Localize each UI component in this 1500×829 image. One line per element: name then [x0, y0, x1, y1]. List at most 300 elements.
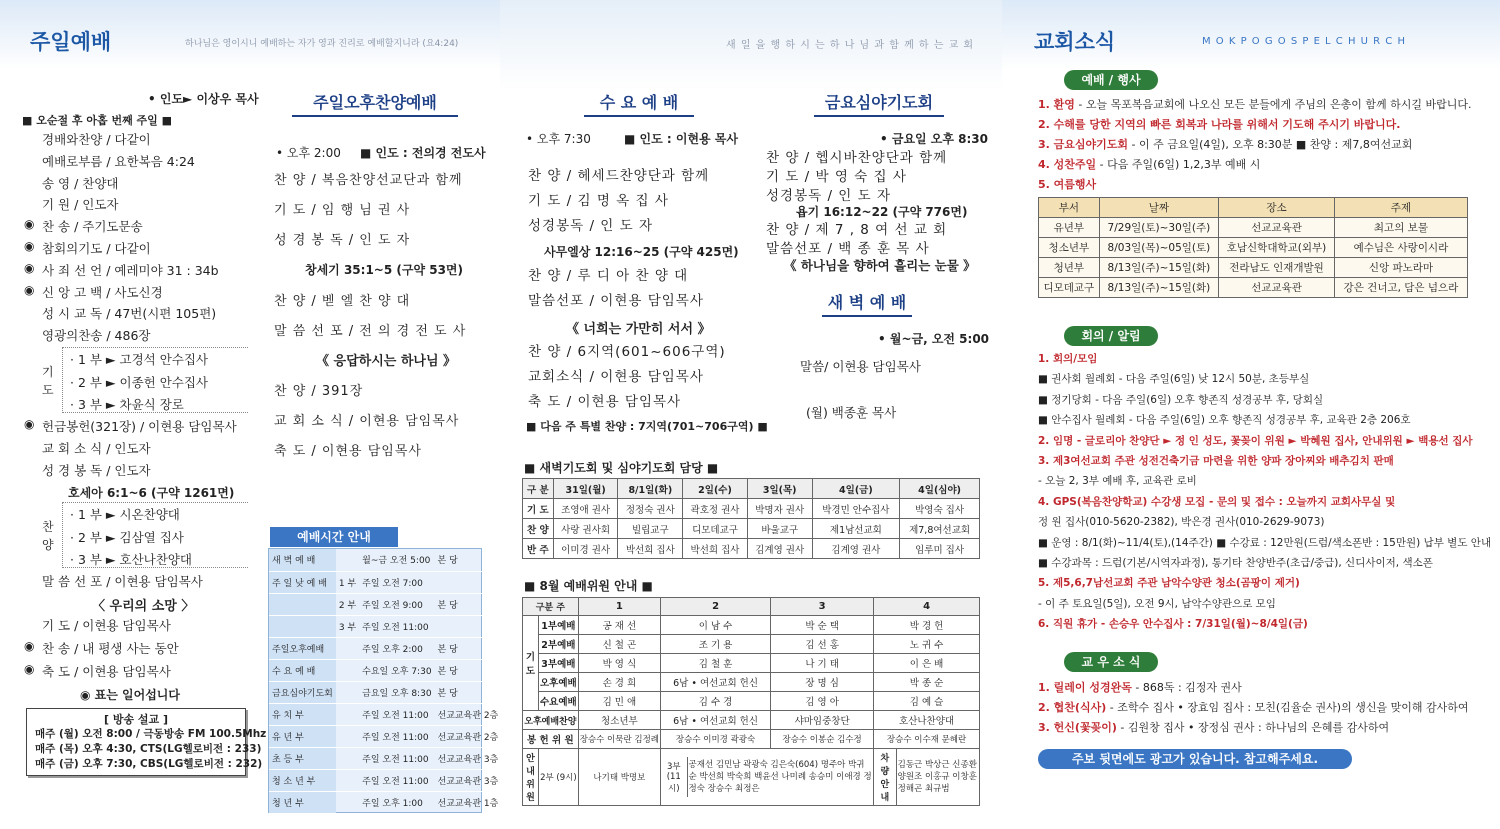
times-cell	[336, 549, 359, 571]
table-cell: 신 철 곤	[578, 635, 660, 654]
table-cell: 날짜	[1099, 198, 1218, 218]
table-cell: 청년부	[1039, 258, 1100, 278]
table-cell: 장 명 심	[771, 673, 874, 692]
table-row	[1039, 238, 1468, 258]
table-cell: 31일(월)	[553, 479, 618, 499]
times-cell: 주일 오후 2:00	[359, 637, 434, 659]
table-cell: 조영애 권사	[553, 499, 618, 519]
times-cell: 본 당	[435, 659, 500, 681]
table-row	[523, 539, 980, 559]
car-names: 김동근 박상근 신종환 양원조 이홍규 이창훈 정해곤 최규범	[897, 760, 977, 794]
page-title: 주일예배	[30, 30, 112, 54]
table-cell: 박경민 안수집사	[812, 499, 900, 519]
times-cell: 3 부	[336, 615, 359, 637]
worship-panel	[0, 0, 500, 829]
usher-detail	[661, 749, 874, 806]
table-cell: 선교교육관	[1219, 218, 1335, 238]
times-cell	[336, 659, 359, 681]
times-row	[269, 637, 500, 659]
table-cell: 주제	[1334, 198, 1467, 218]
times-cell: 선교교육관 3층	[435, 769, 500, 791]
times-box	[268, 548, 499, 813]
choir-item: · 3 부 ► 호산나찬양대	[70, 552, 192, 567]
times-cell: 금요일 오후 8:30	[359, 681, 434, 703]
times-cell	[336, 747, 359, 769]
service-row: 축 도 / 이현용 담임목사	[528, 394, 682, 410]
times-cell	[336, 703, 359, 725]
service-row: 기 도 / 박 영 숙 집 사	[766, 169, 907, 185]
table-cell: 장소	[1219, 198, 1335, 218]
table-row	[1039, 218, 1468, 238]
service-row: 말씀선포 / 이현용 담임목사	[528, 293, 704, 309]
times-cell: 주일 오전 7:00	[359, 571, 434, 593]
table-cell: 나 기 태	[771, 654, 874, 673]
table-cell: 박 경 헌	[874, 616, 980, 635]
table-cell: 청소년부	[578, 711, 660, 730]
times-row	[269, 769, 500, 791]
table-cell: 수요예배	[539, 692, 579, 711]
dawn-title: 새 벽 예 배	[822, 290, 912, 317]
wed-title: 수 요 예 배	[584, 90, 694, 117]
notice-pill: 회의 / 알림	[1064, 326, 1158, 346]
people-item-text: - 조학수 집사 • 장효임 집사 : 모친(김율순 권사)의 생신을 맞이해 감사하여	[1106, 701, 1469, 714]
news-item	[1038, 116, 1400, 132]
notice-item: 5. 제5,6,7남선교회 주관 남악수양관 청소(곰팡이 제거)	[1038, 577, 1300, 590]
table-cell: 3부예배	[539, 654, 579, 673]
service-row: 찬 양 / 6지역(601~606구역)	[528, 344, 726, 360]
table-cell: 나기태 박명보	[578, 749, 660, 806]
notice-item: 1. 회의/모임	[1038, 353, 1098, 365]
table-cell: 1부예배	[539, 616, 579, 635]
service-name: ■ 오순절 후 아홉 번째 주일 ■	[22, 114, 173, 127]
times-cell	[336, 725, 359, 747]
table-row	[523, 598, 980, 616]
notice-item: - 이 주 토요일(5일), 오전 9시, 남악수양관으로 모임	[1038, 597, 1276, 610]
car-label: 차 량 안 내	[874, 749, 896, 805]
order-item: 기 원 / 인도자	[42, 197, 119, 213]
wed-scripture: 사무엘상 12:16~25 (구약 425면)	[544, 245, 739, 259]
times-cell: 1 부	[336, 571, 359, 593]
service-row: 찬 양 / 복음찬양선교단과 함께	[274, 173, 463, 188]
news-item-title: 1. 환영	[1038, 98, 1075, 111]
service-row: 말 씀 선 포 / 전 의 경 전 도 사	[274, 324, 467, 339]
bullet-mark: ◉	[24, 282, 35, 297]
table-cell: 6남 • 여선교회 헌신	[661, 673, 771, 692]
people-item	[1038, 719, 1389, 735]
news-item-text: - 오늘 목포복음교회에 나오신 모든 분들에게 주님의 은총이 함께 하시길 바랍니다.	[1074, 98, 1472, 111]
sermon-title: 〈 우리의 소망 〉	[92, 599, 195, 614]
table-row	[523, 730, 980, 749]
news-item-text: - 이 주 금요일(4일), 오후 8:30분 ■ 찬양 : 제7,8여선교회	[1128, 138, 1413, 151]
wed-next: ■ 다음 주 특별 찬양 : 7지역(701~706구역) ■	[526, 420, 768, 433]
times-cell: 본 당	[435, 593, 500, 615]
wed-sermon: 《 너희는 가만히 서서 》	[566, 322, 711, 337]
table-cell: 2부예배	[539, 635, 579, 654]
times-cell	[336, 681, 359, 703]
times-cell: 초 등 부	[269, 747, 336, 769]
times-cell: 선교교육관 2층	[435, 703, 500, 725]
table-cell: 임루미 집사	[900, 539, 980, 559]
table-cell: 바울교구	[747, 519, 812, 539]
prayer-item: · 1 부 ► 고경석 안수집사	[70, 352, 209, 367]
fri-title: 금요심야기도회	[814, 90, 944, 117]
table-cell: 청소년부	[1039, 238, 1100, 258]
times-cell	[435, 615, 500, 637]
table-cell: 기 도	[523, 499, 554, 519]
times-cell: 선교교육관 2층	[435, 725, 500, 747]
table-cell: 디모데교구	[1039, 278, 1100, 298]
times-cell	[336, 791, 359, 813]
times-cell: 청 소 년 부	[269, 769, 336, 791]
broadcast-item: 매주 (금) 오후 7:30, CBS(LG헬로비전 : 232)	[35, 758, 263, 770]
times-cell: 2 부	[336, 593, 359, 615]
table-cell: 곽호정 권사	[683, 499, 748, 519]
table-cell: 최고의 보물	[1334, 218, 1467, 238]
notice-item: ■ 수강과목 : 드럼(기본/시역자과정), 통기타 찬양반주(초급/중급), 신디사이저, 색소폰	[1038, 557, 1433, 569]
table-cell: 8/13일(주)~15일(화)	[1099, 278, 1218, 298]
notice-item: ■ 권사회 월례회 - 다음 주일(6일) 낮 12시 50분, 초등부실	[1038, 373, 1310, 386]
wed-time: • 오후 7:30	[526, 132, 591, 146]
table-cell: 사랑 권사회	[553, 519, 618, 539]
news-item-title: 4. 성찬주일	[1038, 158, 1097, 171]
prayer-item: · 3 부 ► 차윤식 장로	[70, 397, 184, 412]
table-cell: 1	[578, 598, 660, 616]
table-cell: 김 철 훈	[661, 654, 771, 673]
table-cell: 샤마임중창단	[771, 711, 874, 730]
table-cell: 3	[771, 598, 874, 616]
table-row	[523, 749, 980, 806]
table-row	[523, 654, 980, 673]
table-cell: 유년부	[1039, 218, 1100, 238]
choir-label: 찬 양	[42, 520, 54, 552]
table-cell: 김 영 아	[771, 692, 874, 711]
table-cell: 구분 주	[523, 598, 579, 616]
wed-leader: ■ 인도 : 이현용 목사	[624, 132, 738, 146]
table-cell: 이미경 권사	[553, 539, 618, 559]
table-cell: 4일(금)	[812, 479, 900, 499]
table-cell: 8/03일(목)~05일(토)	[1099, 238, 1218, 258]
table-cell: 봉 헌 위 원	[523, 730, 579, 749]
notice-item: ■ 정기당회 - 다음 주일(6일) 오후 향존직 성경공부 후, 당회실	[1038, 393, 1324, 406]
news-item	[1038, 176, 1096, 192]
table-cell: 김 예 슬	[874, 692, 980, 711]
table-row	[523, 673, 980, 692]
fri-sermon: 《 하나님을 향하여 흘리는 눈물 》	[784, 258, 976, 273]
notice-item: 3. 제3여선교회 주관 성전건축기금 마련을 위한 양파 장아찌와 배추김치 판매	[1038, 455, 1394, 467]
news-panel	[1002, 0, 1500, 829]
times-row	[269, 681, 500, 703]
table-cell: 박선희 집사	[618, 539, 683, 559]
table-row	[523, 616, 980, 635]
events-pill: 예배 / 행사	[1064, 70, 1158, 90]
weekday-panel	[500, 0, 1002, 829]
table-row	[523, 519, 980, 539]
afternoon-sermon: 《 응답하시는 하나님 》	[316, 354, 457, 369]
table-cell: 조 기 용	[661, 635, 771, 654]
table-cell: 2	[661, 598, 771, 616]
table-cell: 반 주	[523, 539, 554, 559]
table-row	[523, 499, 980, 519]
table-cell: 제1남선교회	[812, 519, 900, 539]
times-tab[interactable]: 예배시간 안내	[270, 527, 398, 547]
table-row	[523, 711, 980, 730]
afternoon-title: 주일오후찬양예배	[292, 90, 458, 117]
times-cell: 선교교육관 1층	[435, 791, 500, 813]
times-row	[269, 659, 500, 681]
order-item: 참회의기도 / 다같이	[42, 241, 151, 256]
order-item: 찬 송 / 주기도문송	[42, 219, 143, 235]
table-cell: 신앙 파노라마	[1334, 258, 1467, 278]
times-cell: 주일 오후 1:00	[359, 791, 434, 813]
people-item	[1038, 699, 1468, 715]
table-cell: 손 경 희	[578, 673, 660, 692]
times-row	[269, 747, 500, 769]
table-cell: 예수님은 사랑이시라	[1334, 238, 1467, 258]
times-row	[269, 791, 500, 813]
table-cell: 2일(수)	[683, 479, 748, 499]
church-name: M O K P O G O S P E L C H U R C H	[1202, 36, 1406, 47]
choir-item: · 1 부 ► 시온찬양대	[70, 507, 180, 522]
table-cell: 장승수 이수재 문혜란	[874, 730, 980, 749]
news-item	[1038, 96, 1472, 112]
dawn-monday: (월) 백종훈 목사	[806, 405, 897, 420]
times-cell: 주일 오전 11:00	[359, 725, 434, 747]
times-cell: 월~금 오전 5:00	[359, 549, 434, 571]
prayer-label: 기 도	[42, 365, 54, 397]
service-row: 축 도 / 이현용 담임목사	[274, 444, 422, 459]
times-cell: 주일 오전 11:00	[359, 615, 434, 637]
broadcast-box	[26, 708, 267, 776]
table-cell: 장승수 이묵란 김정례	[578, 730, 660, 749]
dawn-time: • 월~금, 오전 5:00	[878, 332, 990, 346]
times-cell: 주일 오전 11:00	[359, 769, 434, 791]
duty-table	[522, 478, 980, 559]
notice-item: 정 원 집사(010-5620-2382), 박은경 권사(010-2629-9073)	[1038, 516, 1325, 529]
times-cell: 본 당	[435, 549, 500, 571]
summer-table	[1038, 197, 1468, 298]
news-item-title: 2. 수해를 당한 지역의 빠른 회복과 나라를 위해서 기도해 주시기 바랍니다.	[1038, 118, 1401, 131]
notice-item: 2. 임명 - 글로리아 찬양단 ► 정 인 성도, 꽃꽂이 위원 ► 박혜원 집사, 안내위원 ► 백용선 집사	[1038, 434, 1473, 447]
fri-scripture: 욥기 16:12~22 (구약 776면)	[796, 205, 968, 219]
times-cell: 본 당	[435, 637, 500, 659]
service-row: 찬 양 / 헤세드찬양단과 함께	[528, 168, 710, 184]
people-item-title: 2. 협찬(식사)	[1038, 701, 1107, 714]
service-row: 찬 양 / 391장	[274, 384, 364, 399]
car-detail	[874, 749, 980, 806]
scripture: 호세아 6:1~6 (구약 1261면)	[68, 486, 235, 500]
order-item: 교 회 소 식 / 인도자	[42, 440, 151, 456]
times-cell: 본 당	[435, 681, 500, 703]
sermon: 말 씀 선 포 / 이현용 담임목사	[42, 574, 203, 589]
table-cell: 호남신학대학교(외부)	[1219, 238, 1335, 258]
ad-notice: 주보 뒷면에도 광고가 있습니다. 참고해주세요.	[1038, 749, 1352, 769]
header-motto: 새 일 을 행 하 시 는 하 나 님 과 함 께 하 는 교 회	[726, 40, 975, 51]
notice-item: ■ 안수집사 월례회 - 다음 주일(6일) 오후 향존직 성경공부 후, 교육관 2층 206호	[1038, 414, 1411, 427]
times-cell: 선교교육관 3층	[435, 747, 500, 769]
table-cell: 안 내 위 원	[523, 749, 539, 806]
times-cell: 새 벽 예 배	[269, 549, 336, 571]
service-row: 기 도 / 임 행 님 권 사	[274, 203, 411, 218]
order-item: 축 도 / 이현용 담임목사	[42, 664, 171, 679]
notice-item: 6. 직원 휴가 - 손승우 안수집사 : 7/31일(월)~8/4일(금)	[1038, 618, 1308, 631]
table-cell: 오후예배	[539, 673, 579, 692]
table-cell: 정정숙 권사	[618, 499, 683, 519]
service-row: 성경봉독 / 인 도 자	[766, 188, 892, 204]
service-row: 찬 양 / 헵시바찬양단과 함께	[766, 150, 948, 166]
service-row: 성 경 봉 독 / 인 도 자	[274, 233, 411, 248]
times-cell: 수요일 오후 7:30	[359, 659, 434, 681]
times-cell: 주일 오전 11:00	[359, 703, 434, 725]
service-row: 말씀선포 / 백 종 훈 목 사	[766, 241, 930, 257]
afternoon-time: • 오후 2:00	[276, 146, 341, 160]
table-cell: 찬 양	[523, 519, 554, 539]
service-row: 찬 양 / 루 디 아 찬 양 대	[528, 268, 689, 284]
times-cell: 유 치 부	[269, 703, 336, 725]
times-row	[269, 549, 500, 571]
table-cell: 박 영 식	[578, 654, 660, 673]
table-cell: 8/13일(주)~15일(화)	[1099, 258, 1218, 278]
service-row: 성경봉독 / 인 도 자	[528, 218, 654, 234]
table-cell: 공 재 선	[578, 616, 660, 635]
table-cell: 기 도	[523, 616, 539, 711]
table-cell: 6남 • 여선교회 헌신	[661, 711, 771, 730]
table-cell: 박 순 택	[771, 616, 874, 635]
times-row	[269, 571, 500, 593]
times-cell	[435, 571, 500, 593]
people-item-title: 3. 헌신(꽃꽂이)	[1038, 721, 1117, 734]
table-cell: 8/1일(화)	[618, 479, 683, 499]
order-item: 사 죄 선 언 / 예레미야 31 : 34b	[42, 262, 219, 278]
times-cell: 수 요 예 배	[269, 659, 336, 681]
aug-table	[522, 597, 980, 806]
table-cell: 7/29일(토)~30일(주)	[1099, 218, 1218, 238]
service-row: 기 도 / 김 명 옥 집 사	[528, 193, 669, 209]
news-item-text: - 다음 주일(6일) 1,2,3부 예배 시	[1096, 158, 1261, 171]
table-cell: 4일(심야)	[900, 479, 980, 499]
broadcast-list	[27, 727, 267, 772]
table-cell: 박명자 권사	[747, 499, 812, 519]
service-row: 교 회 소 식 / 이현용 담임목사	[274, 414, 460, 429]
broadcast-item: 매주 (목) 오후 4:30, CTS(LG헬로비전 : 233)	[35, 743, 262, 755]
table-cell: 디모데교구	[683, 519, 748, 539]
bullet-mark: ◉	[24, 639, 35, 653]
times-cell: 주일 오전 11:00	[359, 747, 434, 769]
times-cell	[336, 637, 359, 659]
order-item: 예배로부름 / 요한복음 4:24	[42, 153, 195, 169]
aug-title: ■ 8월 예배위원 안내 ■	[524, 579, 653, 593]
times-cell: 주일 오전 9:00	[359, 593, 434, 615]
times-cell: 주 일 낮 예 배	[269, 571, 336, 593]
table-cell: 전라남도 인재개발원	[1219, 258, 1335, 278]
table-cell: 이 남 수	[661, 616, 771, 635]
times-cell: 금요심야기도회	[269, 681, 336, 703]
table-cell: 4	[874, 598, 980, 616]
bullet-mark: ◉	[24, 417, 35, 431]
order-item: 성 경 봉 독 / 인도자	[42, 462, 151, 478]
notice-item: - 오늘 2, 3부 예배 후, 교육관 로비	[1038, 475, 1197, 488]
table-cell: 빌립교구	[618, 519, 683, 539]
bullet-mark: ◉	[24, 239, 35, 253]
usher-part-3: 3부 (11시)	[661, 757, 687, 797]
table-row	[523, 635, 980, 654]
table-row	[523, 692, 980, 711]
table-cell: 부서	[1039, 198, 1100, 218]
people-item-text: - 868독 : 김정자 권사	[1131, 681, 1242, 694]
people-item-title: 1. 릴레이 성경완독	[1038, 681, 1132, 694]
news-item	[1038, 136, 1412, 152]
afternoon-scripture: 창세기 35:1~5 (구약 53면)	[305, 263, 464, 277]
people-item	[1038, 679, 1242, 695]
choir-item: · 2 부 ► 김삼열 집사	[70, 529, 184, 545]
bullet-mark: ◉	[24, 260, 35, 275]
table-cell: 박선희 집사	[683, 539, 748, 559]
broadcast-title: [ 방송 설교 ]	[103, 713, 169, 726]
times-row	[269, 615, 500, 637]
table-row	[1039, 198, 1468, 218]
news-item-title: 3. 금요심야기도회	[1038, 138, 1129, 151]
times-row	[269, 725, 500, 747]
dawn-preacher: 말씀/ 이현용 담임목사	[800, 359, 921, 374]
fri-time: • 금요일 오후 8:30	[880, 132, 989, 146]
order-item: 경배와찬양 / 다같이	[42, 132, 151, 147]
table-cell: 2부 (9시)	[539, 749, 579, 806]
service-row: 교회소식 / 이현용 담임목사	[528, 369, 704, 385]
table-cell: 오후예배찬양	[523, 711, 579, 730]
table-cell: 이 은 배	[874, 654, 980, 673]
notice-item: 4. GPS(복음찬양학교) 수강생 모집 - 문의 및 접수 : 오늘까지 교회사무실 및	[1038, 495, 1396, 508]
bullet-mark: ◉	[24, 662, 35, 676]
times-cell: 주일오후예배	[269, 637, 336, 659]
table-cell: 제7,8여선교회	[900, 519, 980, 539]
times-cell: 유 년 부	[269, 725, 336, 747]
table-row	[1039, 258, 1468, 278]
order-item: 헌금봉헌(321장) / 이현용 담임목사	[42, 419, 237, 434]
order-item: 영광의찬송 / 486장	[42, 328, 151, 344]
times-cell	[269, 593, 336, 615]
table-cell: 박영숙 집사	[900, 499, 980, 519]
stand-note: ◉ 표는 일어섭니다	[80, 688, 180, 702]
table-row	[1039, 278, 1468, 298]
table-cell: 장승수 이미경 곽광숙	[661, 730, 771, 749]
news-title: 교회소식	[1034, 30, 1116, 54]
table-cell: 선교교육관	[1219, 278, 1335, 298]
table-row	[523, 479, 980, 499]
times-cell	[336, 769, 359, 791]
order-item: 신 앙 고 백 / 사도신경	[42, 284, 163, 300]
service-row: 찬 양 / 벧 엘 찬 양 대	[274, 294, 411, 309]
order-item: 찬 송 / 내 평생 사는 동안	[42, 641, 179, 656]
table-cell: 김 선 홍	[771, 635, 874, 654]
table-cell: 김계영 권사	[747, 539, 812, 559]
times-table	[269, 549, 500, 814]
news-item-title: 5. 여름행사	[1038, 178, 1097, 191]
news-item	[1038, 156, 1260, 172]
people-pill: 교 우 소 식	[1064, 652, 1158, 672]
service-row: 찬 양 / 제 7 , 8 여 선 교 회	[766, 222, 948, 238]
table-cell: 김 수 경	[661, 692, 771, 711]
times-row	[269, 593, 500, 615]
table-cell: 장승수 이봉순 김수정	[771, 730, 874, 749]
notice-item: ■ 운영 : 8/1(화)~11/4(토),(14주간) ■ 수강료 : 12만원(드럼/색소폰반 : 15만원) 납부 별도 안내	[1038, 536, 1492, 549]
table-cell: 강은 건너고, 담은 넘으라	[1334, 278, 1467, 298]
duty-title: ■ 새벽기도회 및 심야기도회 담당 ■	[524, 461, 719, 475]
people-item-text: - 김원창 집사 • 장정심 권사 : 하나님의 은혜를 감사하여	[1116, 721, 1390, 734]
order-item: 성 시 교 독 / 47번(시편 105편)	[42, 306, 217, 322]
times-row	[269, 703, 500, 725]
leader: • 인도► 이상우 목사	[148, 92, 259, 106]
table-cell: 3일(목)	[747, 479, 812, 499]
prayer-item: · 2 부 ► 이종헌 안수집사	[70, 374, 209, 390]
